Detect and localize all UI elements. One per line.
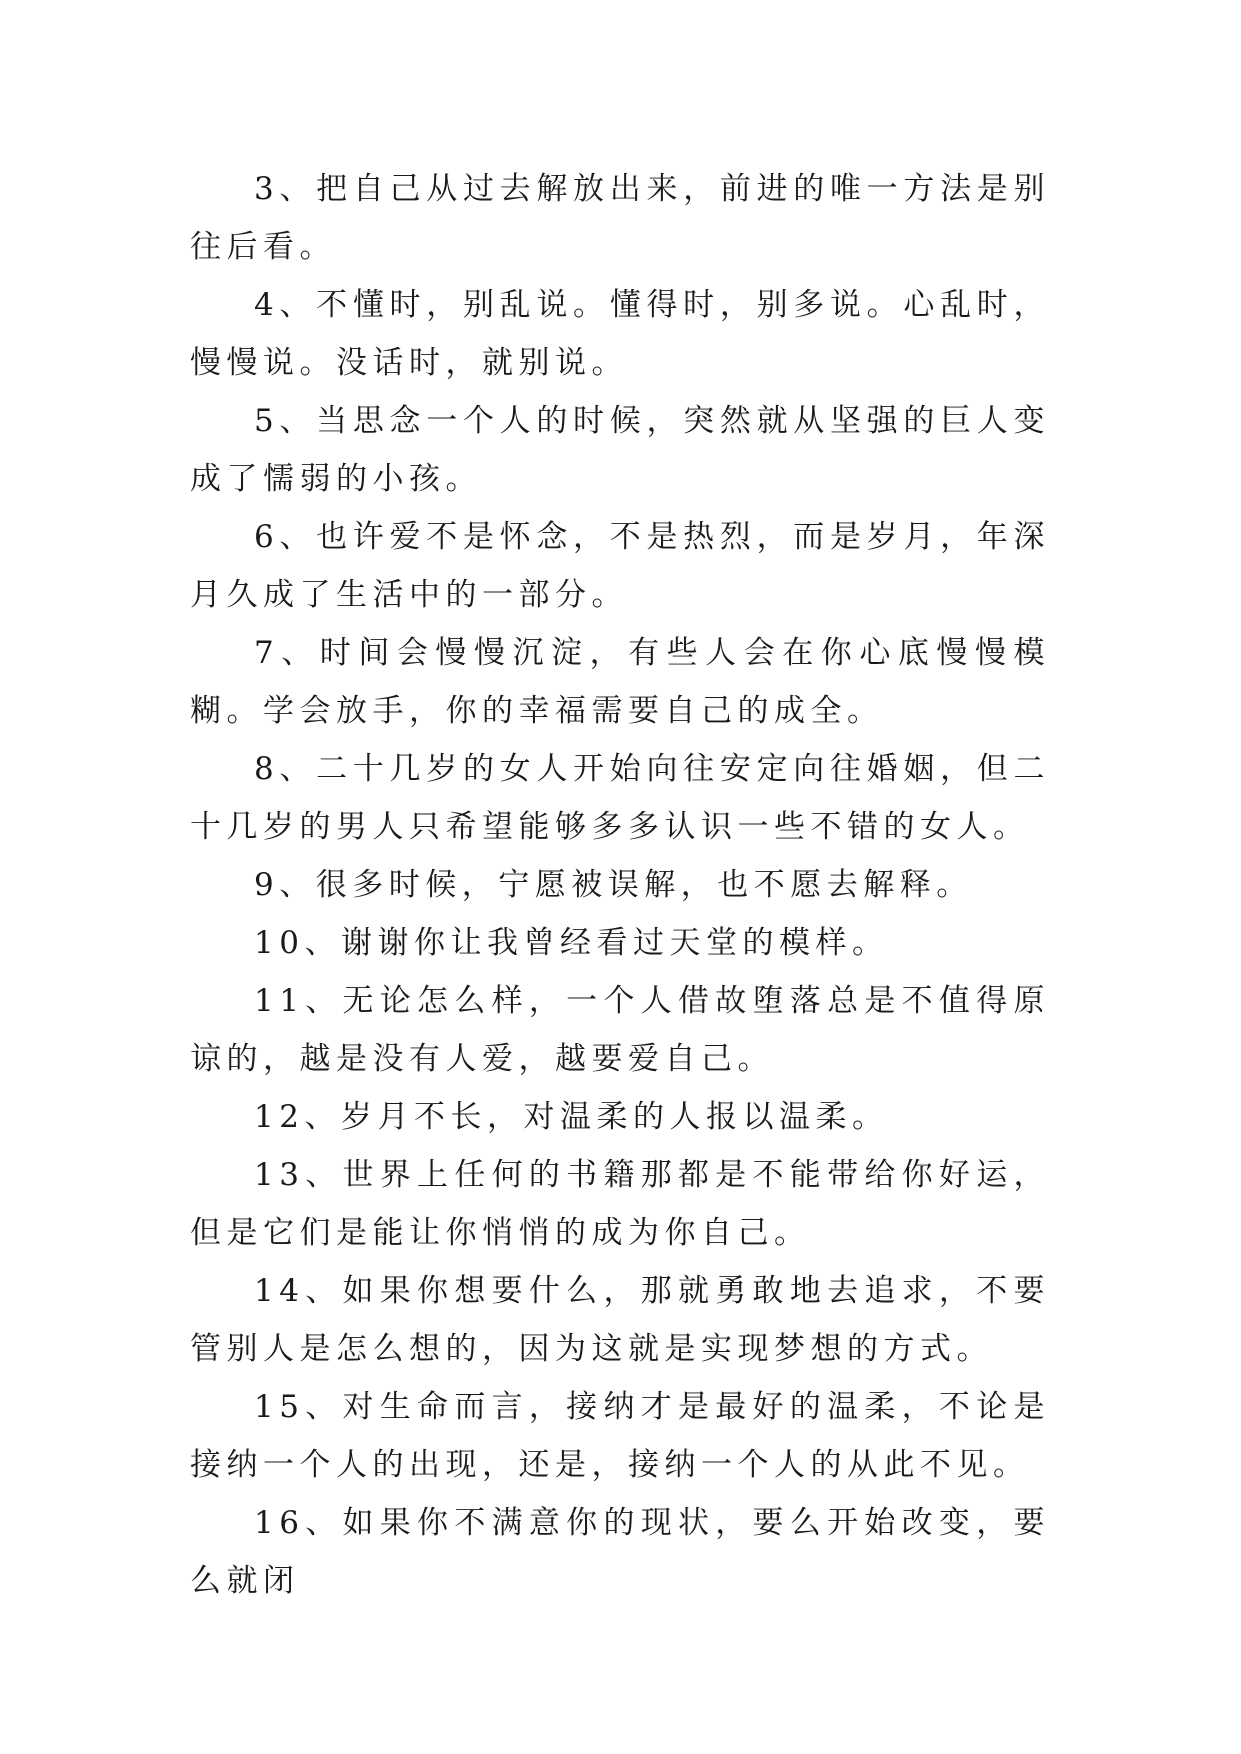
quote-paragraph-4: 4、不懂时，别乱说。懂得时，别多说。心乱时，慢慢说。没话时，就别说。 — [190, 287, 1050, 381]
quote-paragraph-6: 6、也许爱不是怀念，不是热烈，而是岁月，年深月久成了生活中的一部分。 — [190, 519, 1050, 613]
quote-paragraph-12: 12、岁月不长，对温柔的人报以温柔。 — [254, 1099, 889, 1135]
quote-paragraph-16: 16、如果你不满意你的现状，要么开始改变，要么就闭 — [190, 1505, 1050, 1599]
quote-paragraph-9: 9、很多时候，宁愿被误解，也不愿去解释。 — [254, 867, 973, 903]
quote-paragraph-11: 11、无论怎么样，一个人借故堕落总是不值得原谅的，越是没有人爱，越要爱自己。 — [190, 983, 1050, 1077]
quote-paragraph-7: 7、时间会慢慢沉淀，有些人会在你心底慢慢模糊。学会放手，你的幸福需要自己的成全。 — [190, 635, 1050, 729]
quote-paragraph-5: 5、当思念一个人的时候，突然就从坚强的巨人变成了懦弱的小孩。 — [190, 403, 1050, 497]
quote-paragraph-3: 3、把自己从过去解放出来，前进的唯一方法是别往后看。 — [190, 171, 1050, 265]
quote-paragraph-10: 10、谢谢你让我曾经看过天堂的模样。 — [254, 925, 889, 961]
quote-paragraph-13: 13、世界上任何的书籍那都是不能带给你好运，但是它们是能让你悄悄的成为你自己。 — [190, 1157, 1050, 1251]
quote-paragraph-14: 14、如果你想要什么，那就勇敢地去追求，不要管别人是怎么想的，因为这就是实现梦想的方式。 — [190, 1273, 1050, 1367]
quote-paragraph-8: 8、二十几岁的女人开始向往安定向往婚姻，但二十几岁的男人只希望能够多多认识一些不错的女人。 — [190, 751, 1050, 845]
quote-list — [190, 160, 1050, 1610]
quote-paragraph-15: 15、对生命而言，接纳才是最好的温柔，不论是接纳一个人的出现，还是，接纳一个人的从此不见。 — [190, 1389, 1050, 1483]
